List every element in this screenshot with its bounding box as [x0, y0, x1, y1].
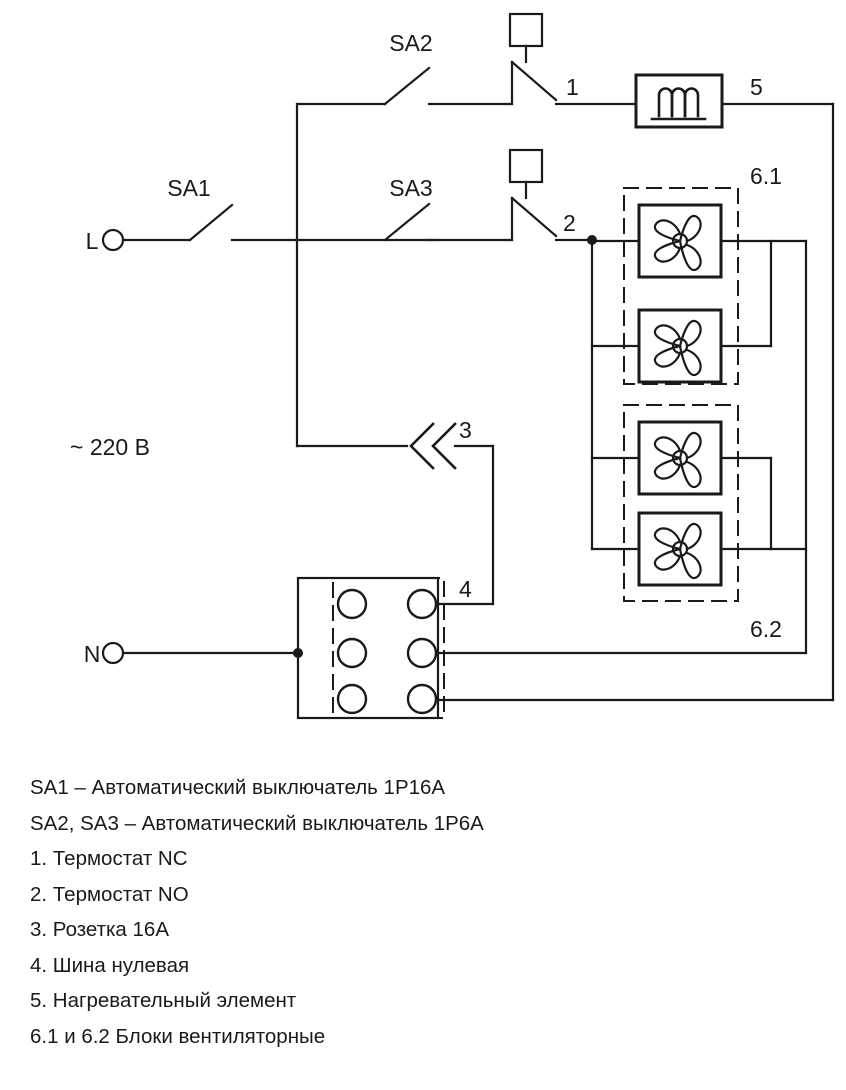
line-terminal-circle [103, 230, 123, 250]
legend-item-2: 2. Термостат NO [30, 882, 189, 906]
legend-item-5: 5. Нагревательный элемент [30, 989, 297, 1012]
neutral-bar-screw-5 [408, 639, 436, 667]
sa1-label: SA1 [167, 175, 211, 201]
node-label-socket: 3 [459, 417, 472, 443]
junction-dot-neutral [293, 648, 303, 658]
neutral-terminal-label: N [83, 641, 101, 667]
node-label-fan-block-61: 6.1 [750, 163, 782, 189]
sa1-contact-blade [190, 205, 232, 240]
sa2-label: SA2 [389, 30, 433, 56]
node-label-fan-block-62: 6.2 [750, 616, 782, 642]
legend-item-4: 4. Шина нулевая [30, 953, 190, 977]
neutral-bar-screw-1 [338, 590, 366, 618]
socket-arrows-icon [411, 424, 455, 468]
node-label-thermostat-no: 2 [563, 210, 576, 236]
sa3-label: SA3 [389, 175, 433, 201]
neutral-terminal-circle [103, 643, 123, 663]
supply-voltage-label: ~ 220 В [70, 434, 150, 460]
legend-item-1: 1. Термостат NC [30, 847, 188, 870]
neutral-bar-screw-2 [338, 639, 366, 667]
legend-item-3: 3. Розетка 16A [30, 918, 170, 941]
thermostat2-sensor-box [510, 150, 542, 182]
line-terminal-label: L [85, 228, 99, 254]
thermostat1-sensor-box [510, 14, 542, 46]
neutral-bar-screw-3 [338, 685, 366, 713]
legend-item-sa1: SA1 – Автоматический выключатель 1P16A [30, 776, 446, 799]
neutral-bar-screw-6 [408, 685, 436, 713]
sa2-contact-blade [385, 68, 429, 104]
node-label-neutral-bar: 4 [459, 576, 472, 602]
sa3-contact-blade [385, 204, 429, 240]
thermostat2-blade [512, 198, 556, 236]
node-label-thermostat-nc: 1 [566, 74, 579, 100]
legend-item-6: 6.1 и 6.2 Блоки вентиляторные [30, 1024, 326, 1048]
neutral-bar-screw-4 [408, 590, 436, 618]
node-label-heater: 5 [750, 74, 763, 100]
thermostat1-blade [512, 62, 556, 100]
legend [0, 778, 846, 1062]
legend-item-sa2-sa3: SA2, SA3 – Автоматический выключатель 1P6A [30, 811, 484, 835]
